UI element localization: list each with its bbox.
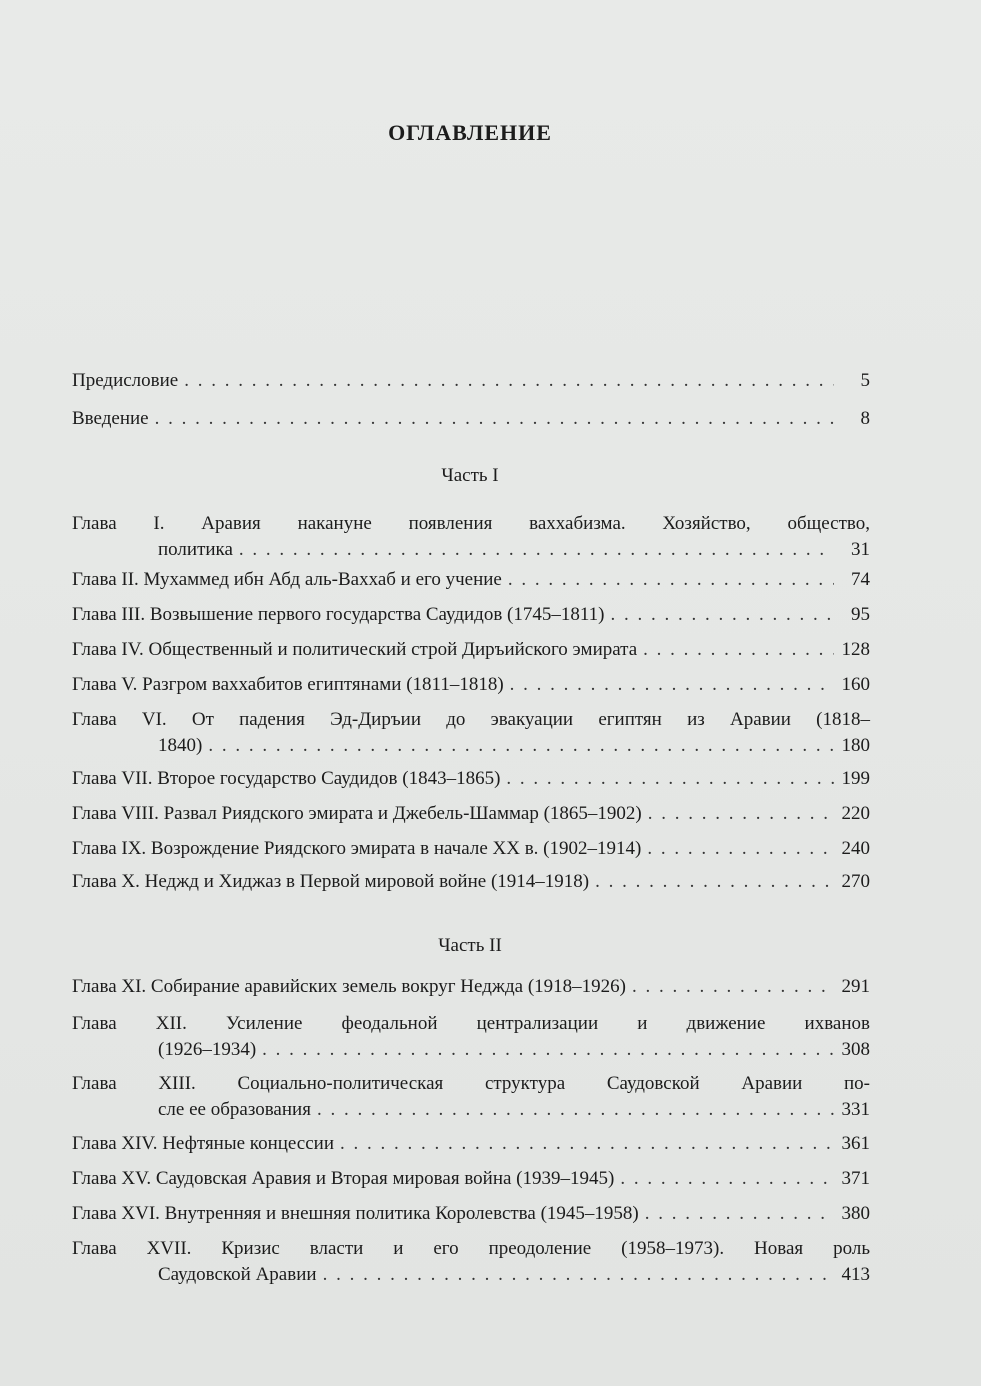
- leader-dots: [620, 1166, 834, 1192]
- entry-page: 199: [841, 768, 870, 789]
- leader-dots: [239, 537, 834, 563]
- toc-entry: [72, 1131, 870, 1157]
- entry-page: 308: [841, 1039, 870, 1060]
- entry-page: 331: [841, 1099, 870, 1120]
- entry-title: Глава IX. Возрождение Риядского эмирата в начале XX в. (1902–1914): [72, 838, 642, 859]
- toc-entry: [72, 672, 870, 698]
- entry-title: Глава XV. Саудовская Аравия и Вторая мировая война (1939–1945): [72, 1168, 615, 1189]
- entry-title-line1: Глава VI. От падения Эд-Диръии до эвакуации египтян из Аравии (1818–: [72, 709, 870, 730]
- entry-page: 220: [841, 803, 870, 824]
- entry-title: Глава III. Возвышение первого государства Саудидов (1745–1811): [72, 604, 605, 625]
- leader-dots: [510, 672, 834, 698]
- toc-entry: [72, 1166, 870, 1192]
- entry-title: политика: [158, 539, 233, 560]
- leader-dots: [262, 1037, 834, 1063]
- entry-page: 95: [851, 604, 870, 625]
- leader-dots: [645, 1201, 834, 1227]
- toc-entry-introduction: [72, 406, 870, 432]
- entry-title: сле ее образования: [158, 1099, 311, 1120]
- entry-title: Глава X. Неджд и Хиджаз в Первой мировой войне (1914–1918): [72, 871, 590, 892]
- toc-entry: [72, 1071, 870, 1123]
- entry-title: (1926–1934): [158, 1039, 257, 1060]
- toc-entry: [72, 1236, 870, 1288]
- leader-dots: [648, 801, 834, 827]
- entry-title-line1: Глава XIII. Социально-политическая структура Саудовской Аравии по-: [72, 1073, 870, 1094]
- entry-page: 8: [860, 408, 870, 429]
- entry-page: 74: [851, 569, 870, 590]
- entry-title: Глава IV. Общественный и политический строй Диръийского эмирата: [72, 639, 638, 660]
- entry-title: Глава XIV. Нефтяные концессии: [72, 1133, 335, 1154]
- part-heading: Часть II: [438, 935, 502, 956]
- leader-dots: [184, 368, 834, 394]
- entry-page: 180: [841, 735, 870, 756]
- leader-dots: [506, 766, 834, 792]
- entry-page: 31: [851, 539, 870, 560]
- toc-entry: [72, 836, 870, 862]
- leader-dots: [155, 406, 834, 432]
- entry-title-line1: Глава I. Аравия накануне появления ваххабизма. Хозяйство, общество,: [72, 513, 870, 534]
- entry-title: Саудовской Аравии: [158, 1264, 317, 1285]
- toc-entry: [72, 707, 870, 759]
- entry-page: 270: [841, 871, 870, 892]
- toc-entry: [72, 869, 870, 895]
- leader-dots: [632, 974, 834, 1000]
- entry-title: Глава VII. Второе государство Саудидов (1843–1865): [72, 768, 501, 789]
- entry-title: Глава V. Разгром ваххабитов египтянами (1811–1818): [72, 674, 504, 695]
- leader-dots: [647, 836, 834, 862]
- entry-page: 380: [841, 1203, 870, 1224]
- entry-title-line1: Глава XII. Усиление феодальной централизации и движение ихванов: [72, 1013, 870, 1034]
- entry-page: 160: [841, 674, 870, 695]
- entry-title: Глава XVI. Внутренняя и внешняя политика Королевства (1945–1958): [72, 1203, 639, 1224]
- entry-page: 240: [841, 838, 870, 859]
- entry-title: Предисловие: [72, 370, 179, 391]
- toc-entry: [72, 511, 870, 563]
- part-heading: Часть I: [441, 465, 499, 486]
- entry-page: 413: [841, 1264, 870, 1285]
- toc-entry-preface: [72, 368, 870, 394]
- page-title: ОГЛАВЛЕНИЕ: [388, 120, 552, 145]
- toc-entry: [72, 974, 870, 1000]
- entry-title-line1: Глава XVII. Кризис власти и его преодоление (1958–1973). Новая роль: [72, 1238, 870, 1259]
- entry-page: 371: [841, 1168, 870, 1189]
- toc-entry: [72, 567, 870, 593]
- entry-title: Глава XI. Собирание аравийских земель вокруг Неджда (1918–1926): [72, 976, 626, 997]
- toc-entry: [72, 1011, 870, 1063]
- entry-title: Введение: [72, 408, 149, 429]
- entry-title: Глава II. Мухаммед ибн Абд аль-Ваххаб и его учение: [72, 569, 502, 590]
- toc-entry: [72, 602, 870, 628]
- leader-dots: [595, 869, 834, 895]
- leader-dots: [508, 567, 834, 593]
- entry-page: 361: [841, 1133, 870, 1154]
- leader-dots: [208, 733, 834, 759]
- toc-entry: [72, 637, 870, 663]
- leader-dots: [611, 602, 834, 628]
- toc-entry: [72, 801, 870, 827]
- toc-entry: [72, 766, 870, 792]
- leader-dots: [323, 1262, 834, 1288]
- leader-dots: [317, 1097, 834, 1123]
- entry-page: 5: [860, 370, 870, 391]
- leader-dots: [643, 637, 834, 663]
- entry-title: 1840): [158, 735, 203, 756]
- entry-title: Глава VIII. Развал Риядского эмирата и Джебель-Шаммар (1865–1902): [72, 803, 642, 824]
- entry-page: 128: [841, 639, 870, 660]
- leader-dots: [340, 1131, 834, 1157]
- entry-page: 291: [841, 976, 870, 997]
- toc-entry: [72, 1201, 870, 1227]
